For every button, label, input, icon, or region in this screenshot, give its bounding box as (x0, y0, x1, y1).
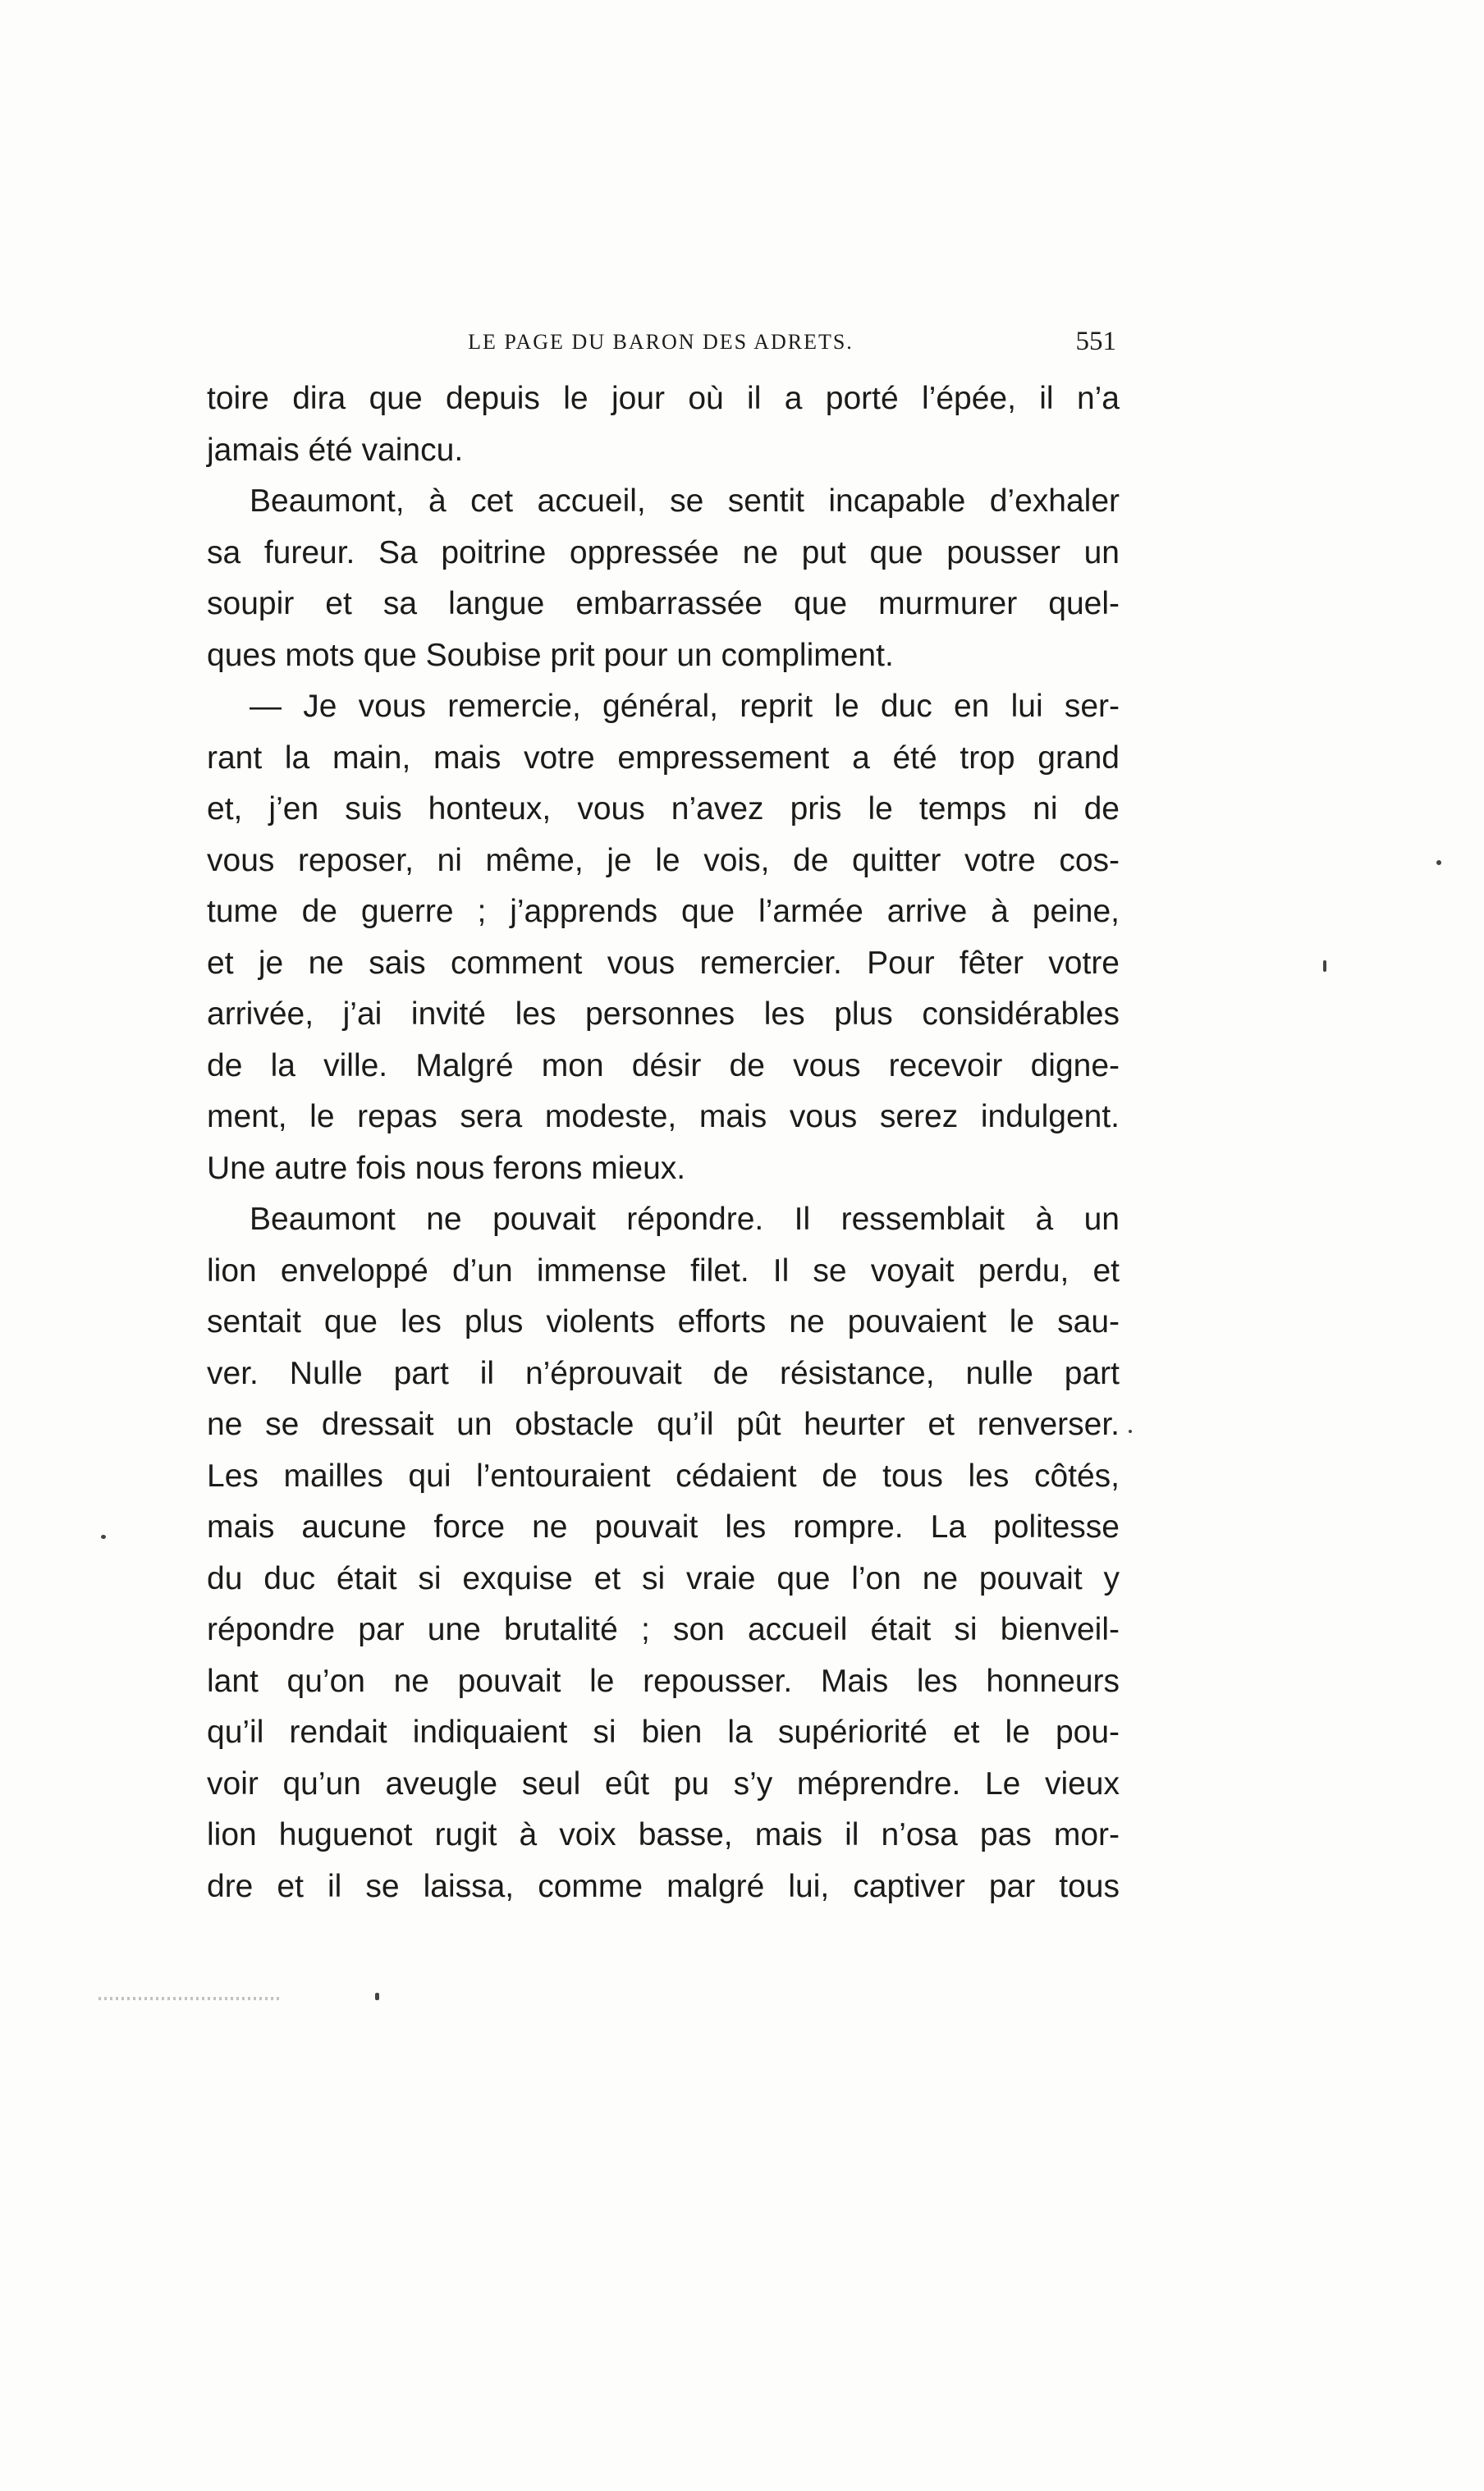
paragraph-first-line: — Je vous remercie, général, reprit le duc en lui ser- (250, 689, 1120, 724)
scan-speck (375, 1993, 379, 2000)
text-line: qu’il rendait indiquaient si bien la supériorité et le pou- (207, 1715, 1120, 1750)
scan-speck (1129, 1430, 1132, 1433)
text-line: ment, le repas sera modeste, mais vous serez indulgent. (207, 1099, 1120, 1134)
text-line: arrivée, j’ai invité les personnes les plus considérables (207, 996, 1120, 1032)
text-line: dre et il se laissa, comme malgré lui, captiver par tous (207, 1868, 1120, 1904)
scan-speck (1323, 960, 1326, 972)
text-line: Les mailles qui l’entouraient cédaient de tous les côtés, (207, 1458, 1120, 1494)
text-line: lion enveloppé d’un immense filet. Il se voyait perdu, et (207, 1252, 1120, 1289)
text-line: rant la main, mais votre empressement a été trop grand (207, 740, 1120, 776)
page-number: 551 (1075, 327, 1116, 356)
text-line: vous reposer, ni même, je le vois, de quitter votre cos- (207, 842, 1120, 878)
text-line: sentait que les plus violents efforts ne pouvaient le sau- (207, 1304, 1120, 1339)
text-line: mais aucune force ne pouvait les rompre. La politesse (207, 1509, 1120, 1545)
text-line: soupir et sa langue embarrassée que murmurer quel- (207, 586, 1120, 621)
text-line: répondre par une brutalité ; son accueil était si bienveil- (207, 1612, 1120, 1647)
text-line: sa fureur. Sa poitrine oppressée ne put que pousser un (207, 534, 1120, 570)
running-head (205, 327, 1116, 363)
text-line: ver. Nulle part il n’éprouvait de résistance, nulle part (207, 1355, 1120, 1391)
text-line: lant qu’on ne pouvait le repousser. Mais les honneurs (207, 1663, 1120, 1699)
running-title: LE PAGE DU BARON DES ADRETS. (468, 330, 854, 354)
text-line: ques mots que Soubise prit pour un compliment. (207, 637, 894, 673)
body-text (207, 373, 1120, 1912)
text-line: voir qu’un aveugle seul eût pu s’y méprendre. Le vieux (207, 1765, 1120, 1802)
text-line: Une autre fois nous ferons mieux. (207, 1150, 686, 1186)
scan-speck (1436, 860, 1441, 865)
text-line: et je ne sais comment vous remercier. Pour fêter votre (207, 945, 1120, 981)
paragraph-first-line: Beaumont ne pouvait répondre. Il ressemblait à un (250, 1202, 1120, 1237)
text-line: lion huguenot rugit à voix basse, mais il n’osa pas mor- (207, 1817, 1120, 1852)
paragraph-first-line: Beaumont, à cet accueil, se sentit incapable d’exhaler (250, 483, 1120, 519)
text-line: ne se dressait un obstacle qu’il pût heurter et renverser. (207, 1407, 1120, 1442)
text-line: toire dira que depuis le jour où il a porté l’épée, il n’a (207, 381, 1120, 416)
scan-speck (101, 1535, 106, 1539)
text-line: tume de guerre ; j’apprends que l’armée arrive à peine, (207, 894, 1120, 929)
text-line: jamais été vaincu. (207, 432, 464, 468)
text-line: et, j’en suis honteux, vous n’avez pris le temps ni de (207, 791, 1120, 827)
text-line: du duc était si exquise et si vraie que l’on ne pouvait y (207, 1560, 1120, 1596)
text-line: de la ville. Malgré mon désir de vous recevoir digne- (207, 1047, 1120, 1083)
scan-smudge (98, 1997, 279, 2000)
